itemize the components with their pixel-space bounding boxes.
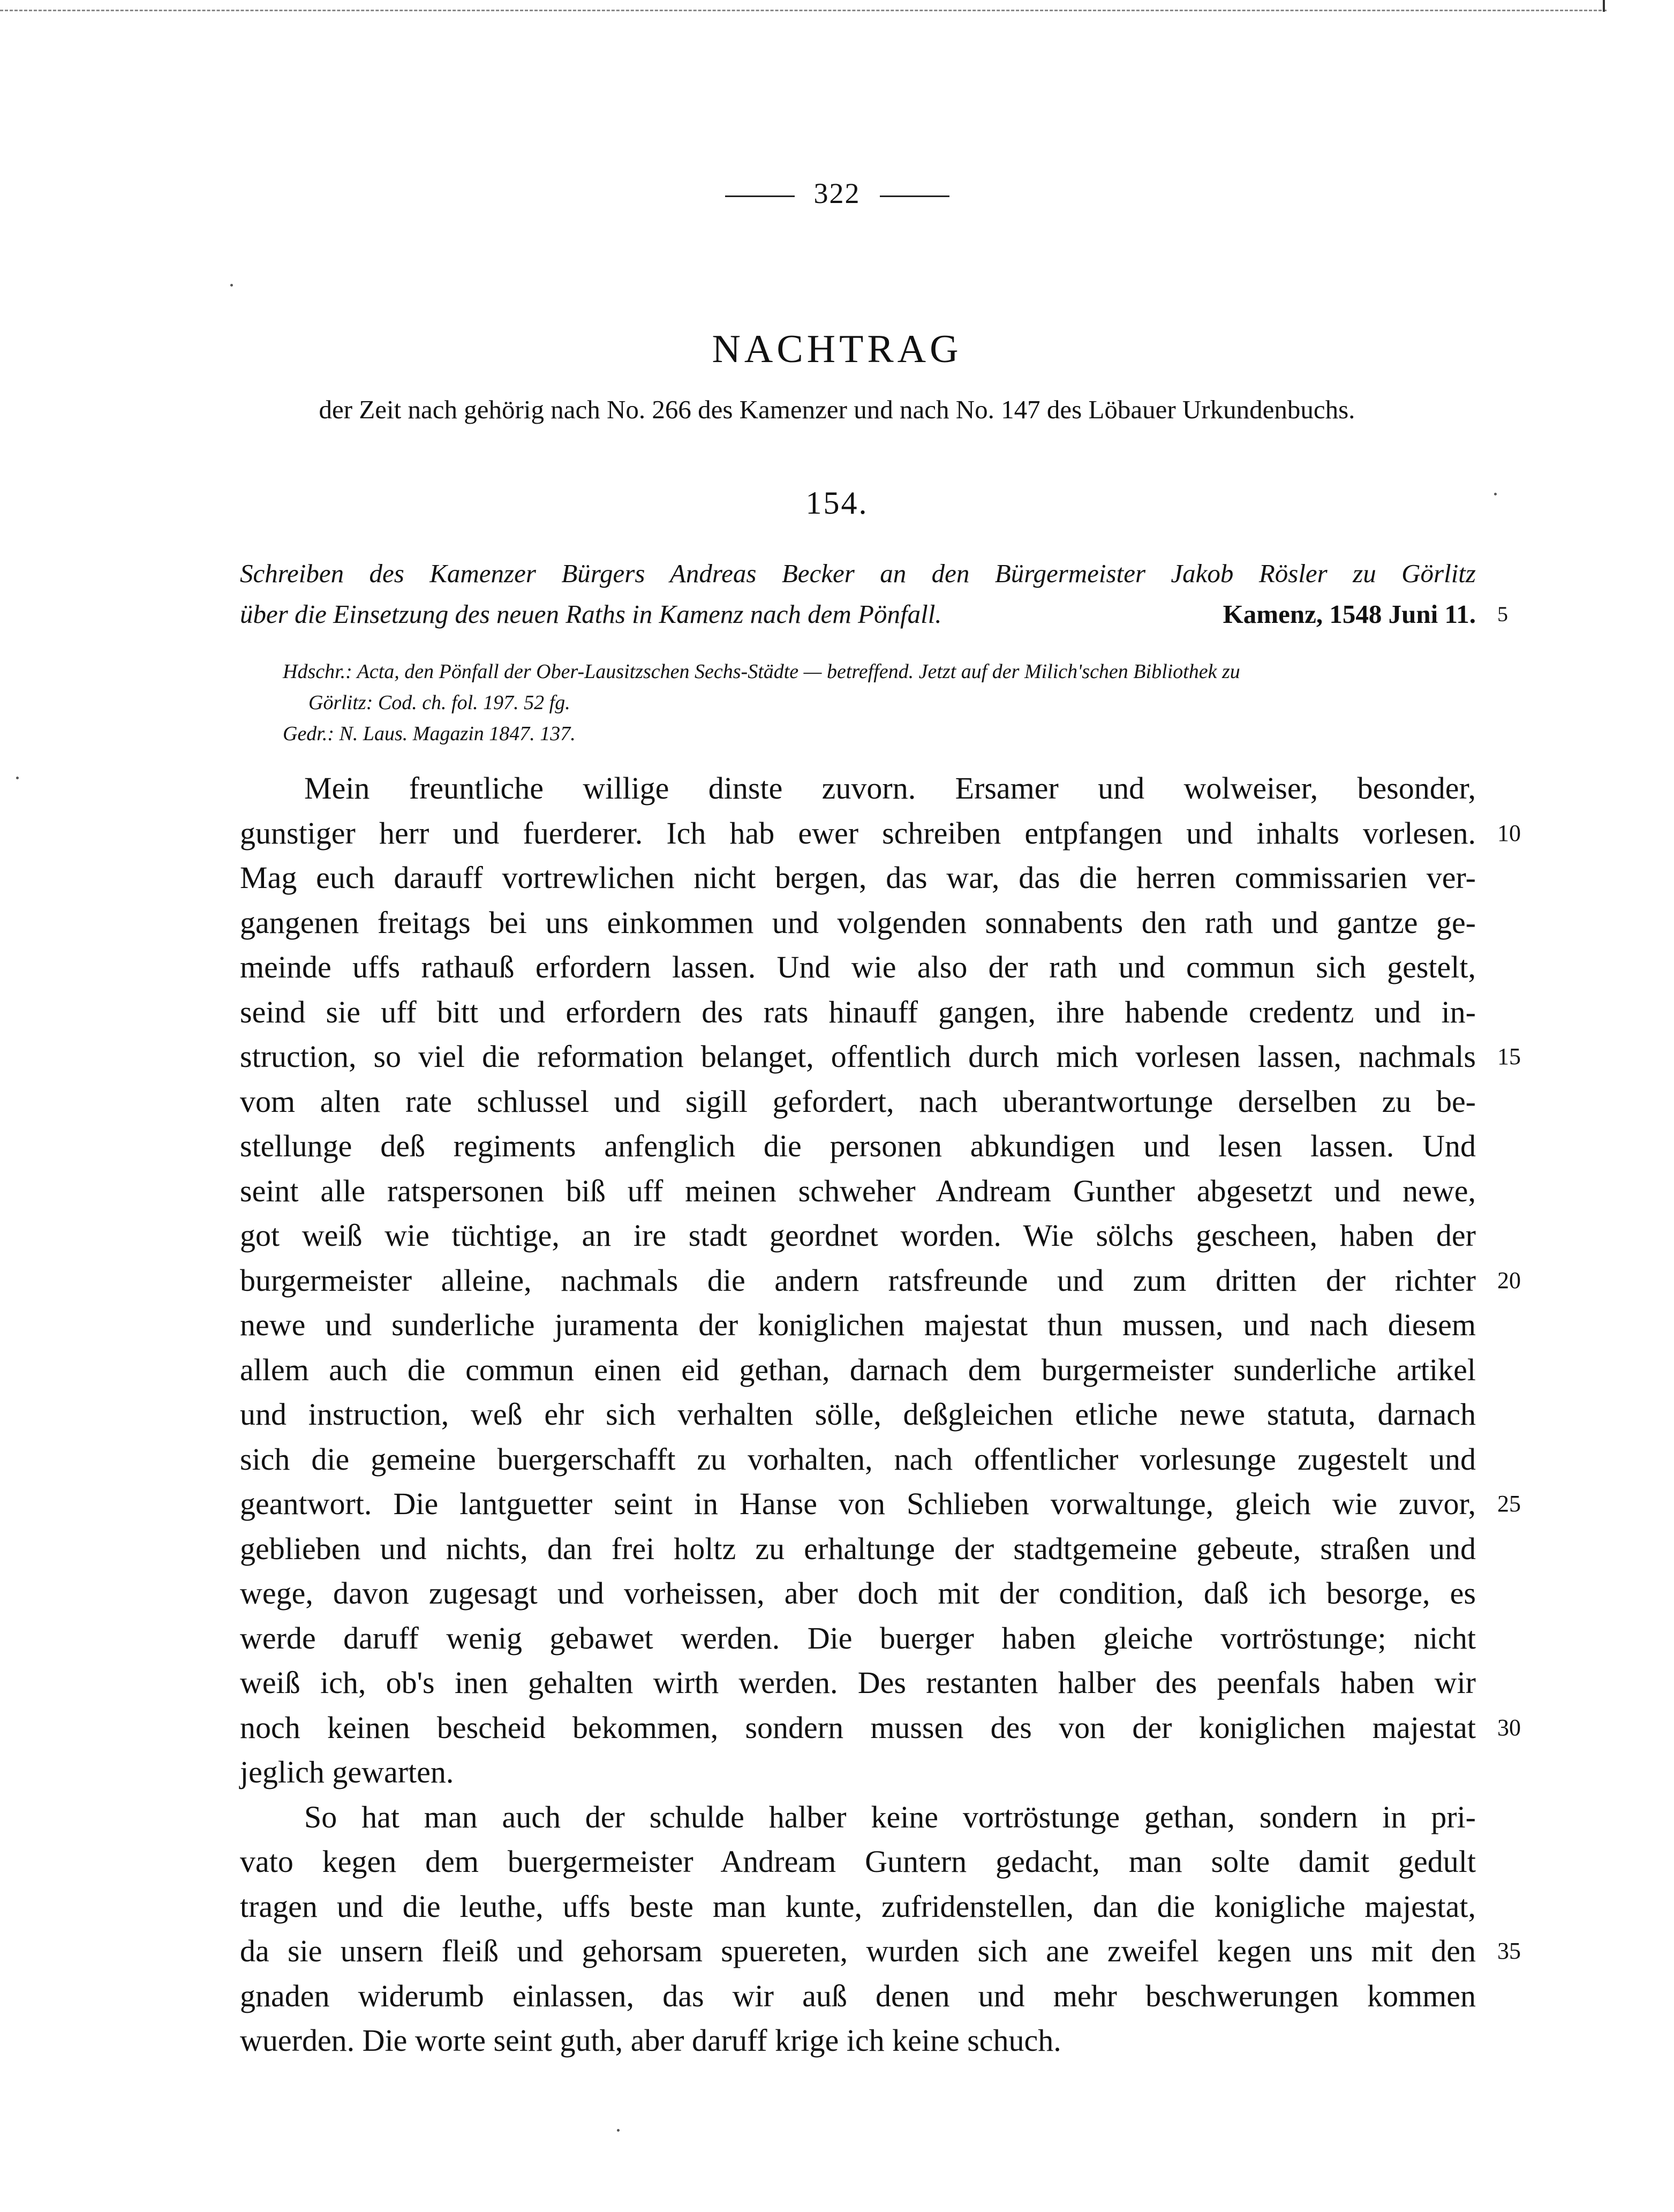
body-line: tragen und die leuthe, uffs beste man kunte, zufridenstellen, dan die konigliche majestat, [240,1889,1476,1924]
body-line: sich die gemeine buergerschafft zu vorhalten, nach offentlicher vorlesunge zugestelt und [240,1441,1476,1477]
line-number-25: 25 [1497,1491,1521,1517]
scan-speck [1494,493,1497,495]
body-line-text: burgermeister alleine, nachmals die andern ratsfreunde und zum dritten der richter [240,1262,1476,1298]
body-line-text: noch keinen bescheid bekommen, sondern mussen des von der koniglichen majestat [240,1710,1476,1745]
source-manuscript: Hdschr.: Acta, den Pönfall der Ober-Lausitzschen Sechs-Städte — betreffend. Jetzt auf der Milich'schen Bibliothek zu [283,660,1240,683]
body-line: gnaden widerumb einlassen, das wir auß denen und mehr beschwerungen kommen [240,1978,1476,2013]
line-number-35: 35 [1497,1938,1521,1964]
body-line-text: geantwort. Die lantguetter seint in Hanse von Schlieben vorwaltunge, gleich wie zuvor, [240,1486,1476,1521]
body-line: vato kegen dem buergermeister Andream Guntern gedacht, man solte damit gedult [240,1844,1476,1879]
line-number-30: 30 [1497,1714,1521,1741]
document-date: Kamenz, 1548 Juni 11. [1223,599,1476,629]
regest-line-2 [240,594,1508,635]
body-line: weiß ich, ob's inen gehalten wirth werden. Des restanten halber des peenfals haben wir [240,1665,1476,1700]
body-line: stellunge deß regiments anfenglich die personen abkundigen und lesen lassen. Und [240,1128,1476,1163]
body-line: geblieben und nichts, dan frei holtz zu erhaltunge der stadtgemeine gebeute, straßen und [240,1531,1476,1566]
section-subtitle: der Zeit nach gehörig nach No. 266 des Kamenzer und nach No. 147 des Löbauer Urkundenbuchs. [319,395,1355,424]
scan-edge-mark [1603,0,1605,12]
regest-line-1: Schreiben des Kamenzer Bürgers Andreas Becker an den Bürgermeister Jakob Rösler zu Görlitz [240,559,1476,588]
body-line: wuerden. Die worte seint guth, aber daruff krige ich keine schuch. [240,2023,1061,2058]
body-line: und instruction, weß ehr sich verhalten sölle, deßgleichen etliche newe statuta, darnach [240,1397,1476,1432]
body-line [240,811,1521,856]
page-number-header [0,177,1674,210]
body-line: So hat man auch der schulde halber keine vortröstunge gethan, sondern in pri- [304,1799,1476,1834]
body-line [240,1929,1521,1974]
page-number: 322 [813,177,861,209]
body-line: wege, davon zugesagt und vorheissen, aber doch mit der condition, daß ich besorge, es [240,1576,1476,1611]
body-line: Mein freuntliche willige dinste zuvorn. Ersamer und wolweiser, besonder, [304,771,1476,806]
line-number-20: 20 [1497,1267,1521,1293]
source-manuscript-cont: Görlitz: Cod. ch. fol. 197. 52 fg. [308,691,570,714]
body-line [240,1705,1521,1750]
scan-speck [16,777,19,779]
scan-speck [230,284,233,287]
body-line [240,1034,1521,1079]
body-line [240,1481,1521,1526]
regest-line-2-text: über die Einsetzung des neuen Raths in Kamenz nach dem Pönfall. [240,599,942,629]
line-number-10: 10 [1497,819,1521,846]
body-line-text: gunstiger herr und fuerderer. Ich hab ewer schreiben entpfangen und inhalts vorlesen. [240,815,1476,851]
right-rule [880,195,949,197]
body-line-text: da sie unsern fleiß und gehorsam spuereten, wurden sich ane zweifel kegen uns mit den [240,1933,1476,1968]
letter-text [240,766,1521,2063]
body-line: jeglich gewarten. [240,1755,454,1789]
section-title: NACHTRAG [712,327,962,371]
body-line [240,1258,1521,1303]
source-print: Gedr.: N. Laus. Magazin 1847. 137. [283,723,576,745]
scan-speck [617,2129,620,2132]
body-line: seint alle ratspersonen biß uff meinen schweher Andream Gunther abgesetzt und newe, [240,1173,1476,1208]
regest [240,553,1508,635]
body-line: vom alten rate schlussel und sigill gefordert, nach uberantwortunge derselben zu be- [240,1084,1476,1119]
scan-edge-line [0,10,1607,11]
body-line: Mag euch darauff vortrewlichen nicht bergen, das war, das die herren commissarien ver- [240,860,1476,895]
body-line-text: struction, so viel die reformation belanget, offentlich durch mich vorlesen lassen, nachmals [240,1039,1476,1074]
document-number: 154. [805,485,869,521]
body-line: werde daruff wenig gebawet werden. Die buerger haben gleiche vortröstunge; nicht [240,1620,1476,1656]
body-line: allem auch die commun einen eid gethan, darnach dem burgermeister sunderliche artikel [240,1352,1476,1387]
line-number-5: 5 [1497,602,1508,626]
body-line: got weiß wie tüchtige, an ire stadt geordnet worden. Wie sölchs gescheen, haben der [240,1218,1476,1253]
line-number-15: 15 [1497,1043,1521,1070]
body-line: seind sie uff bitt und erfordern des rats hinauff gangen, ihre habende credentz und in- [240,994,1476,1029]
left-rule [725,195,795,197]
sources [240,656,1476,749]
body-line: newe und sunderliche juramenta der koniglichen majestat thun mussen, und nach diesem [240,1307,1476,1342]
body-line: gangenen freitags bei uns einkommen und volgenden sonnabents den rath und gantze ge- [240,905,1476,940]
body-line: meinde uffs rathauß erfordern lassen. Und wie also der rath und commun sich gestelt, [240,950,1476,984]
